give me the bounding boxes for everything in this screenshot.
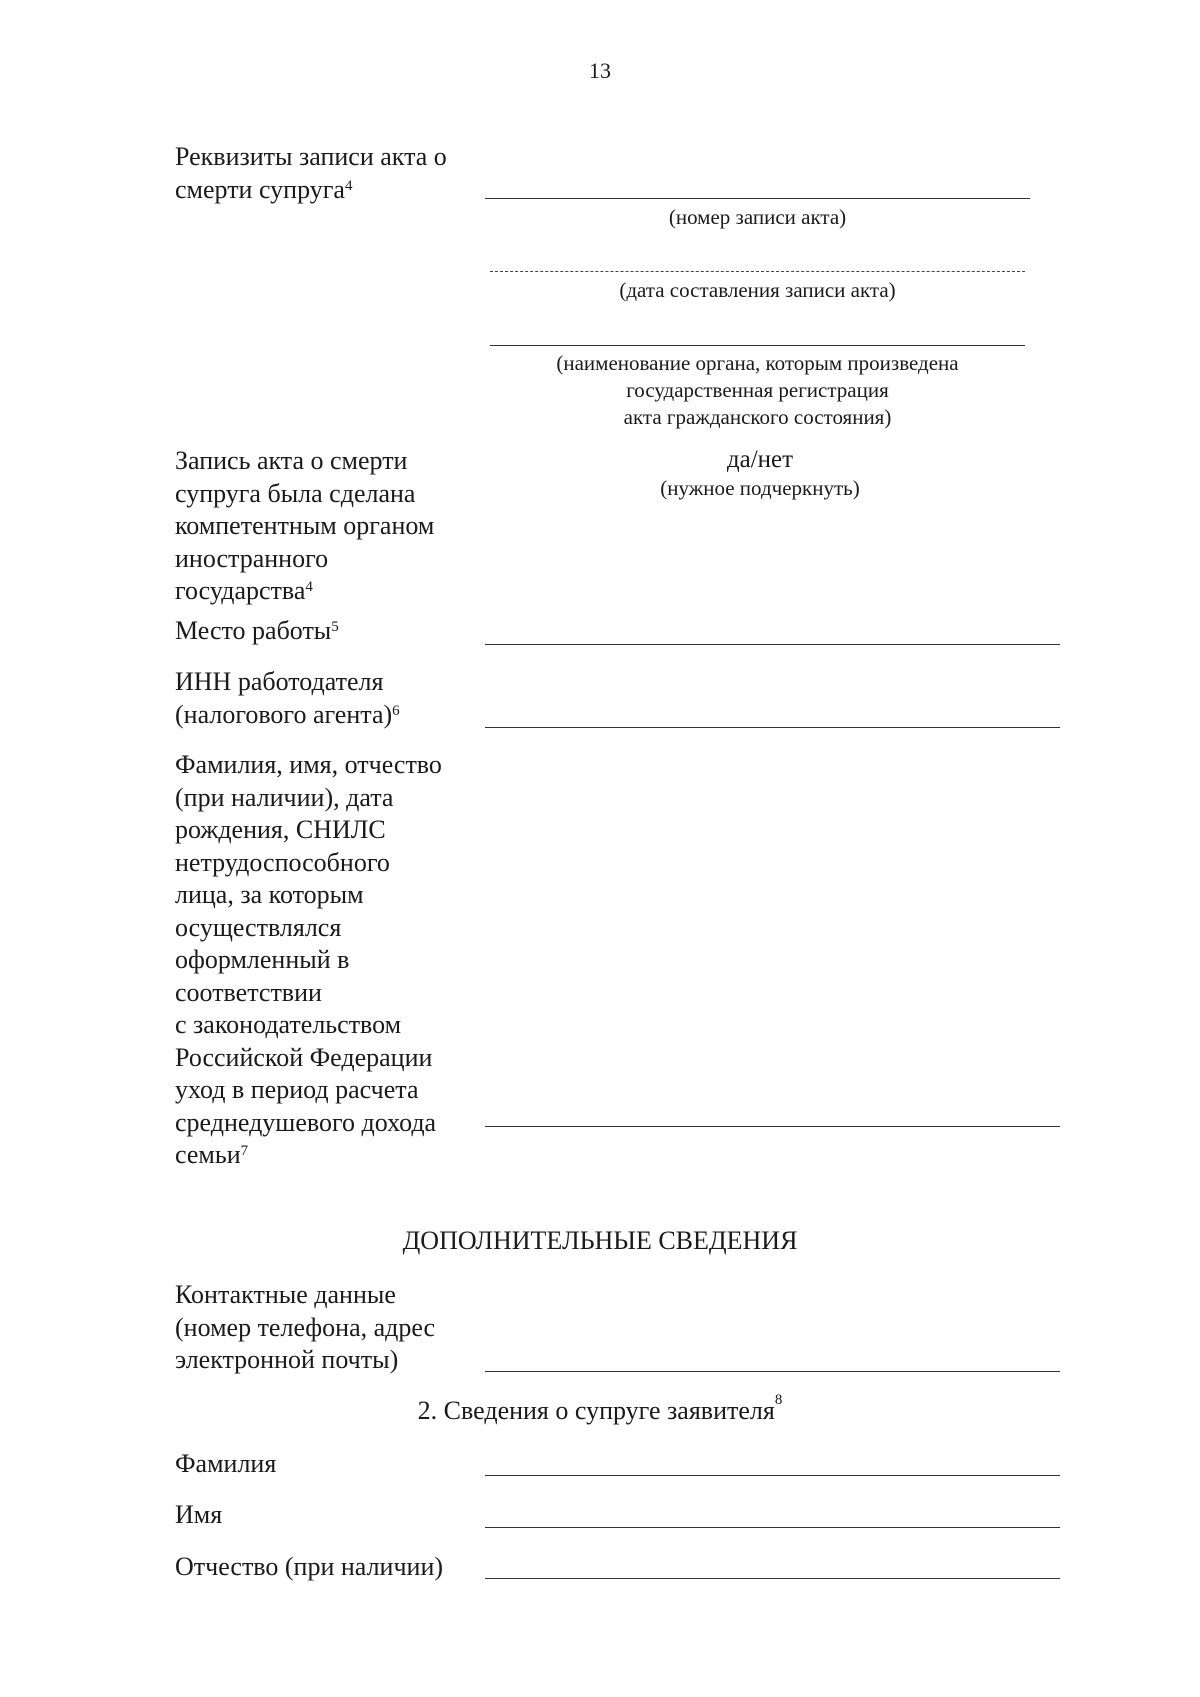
employer-inn-line-2-text: (налогового агента) bbox=[175, 699, 393, 729]
registration-authority-field[interactable] bbox=[490, 345, 1025, 346]
employer-inn-line-2 bbox=[175, 699, 400, 732]
caregiver-line-2: (при наличии), дата bbox=[175, 782, 394, 812]
surname-field[interactable] bbox=[485, 1475, 1060, 1476]
caregiver-line-1: Фамилия, имя, отчество bbox=[175, 750, 442, 779]
surname-label: Фамилия bbox=[175, 1449, 277, 1478]
authority-caption-line-1: (наименование органа, которым произведена bbox=[556, 351, 959, 375]
foreign-record-line-2: супруга была сделана bbox=[175, 478, 416, 508]
patronymic-field[interactable] bbox=[485, 1578, 1060, 1579]
page-number: 13 bbox=[589, 58, 611, 83]
workplace-label bbox=[175, 615, 339, 648]
caregiver-line-7: оформленный в bbox=[175, 945, 350, 974]
contacts-line-2: (номер телефона, адрес bbox=[175, 1312, 436, 1342]
contacts-label bbox=[175, 1279, 435, 1377]
foreign-record-line-5-text: государства bbox=[175, 576, 306, 605]
caregiver-line-13 bbox=[175, 1139, 442, 1172]
caregiver-line-8: соответствии bbox=[175, 977, 322, 1007]
caregiver-field[interactable] bbox=[485, 1126, 1060, 1127]
record-date-caption: (дата составления записи акта) bbox=[619, 278, 896, 302]
workplace-label-text: Место работы bbox=[175, 616, 332, 645]
caregiver-line-12: среднедушевого дохода bbox=[175, 1107, 437, 1137]
foreign-record-line-1: Запись акта о смерти bbox=[175, 446, 408, 475]
record-number-field[interactable] bbox=[485, 198, 1030, 199]
record-date-field[interactable] bbox=[490, 271, 1025, 272]
footnote-ref-7: 7 bbox=[240, 1143, 249, 1159]
contacts-line-1: Контактные данные bbox=[175, 1280, 396, 1309]
workplace-field[interactable] bbox=[485, 644, 1060, 645]
registration-authority-caption bbox=[490, 350, 1025, 431]
death-record-label-line-2 bbox=[175, 174, 447, 207]
employer-inn-label bbox=[175, 666, 400, 731]
caregiver-label bbox=[175, 749, 442, 1172]
caregiver-line-13-text: семьи bbox=[175, 1140, 241, 1169]
caregiver-line-11: уход в период расчета bbox=[175, 1075, 419, 1104]
underline-hint: (нужное подчеркнуть) bbox=[660, 476, 860, 500]
footnote-ref-8: 8 bbox=[774, 1392, 783, 1408]
caregiver-line-5: лица, за которым bbox=[175, 880, 364, 909]
caregiver-line-10: Российской Федерации bbox=[175, 1042, 433, 1072]
yes-no-option[interactable]: да/нет bbox=[726, 446, 794, 473]
caregiver-line-6: осуществлялся bbox=[175, 912, 342, 942]
employer-inn-line-1: ИНН работодателя bbox=[175, 667, 384, 696]
caregiver-line-3: рождения, СНИЛС bbox=[175, 815, 386, 844]
name-label: Имя bbox=[175, 1500, 223, 1529]
contacts-field[interactable] bbox=[485, 1371, 1060, 1372]
footnote-ref-4: 4 bbox=[344, 177, 353, 194]
foreign-record-line-3: компетентным органом bbox=[175, 511, 435, 540]
death-record-label-text: смерти супруга bbox=[175, 174, 345, 204]
footnote-ref-6: 6 bbox=[392, 702, 400, 719]
death-record-label bbox=[175, 141, 447, 206]
foreign-record-label bbox=[175, 445, 434, 608]
spouse-section-heading-text: 2. Сведения о супруге заявителя bbox=[417, 1396, 775, 1425]
caregiver-line-4: нетрудоспособного bbox=[175, 847, 390, 877]
name-field[interactable] bbox=[485, 1527, 1060, 1528]
record-number-caption: (номер записи акта) bbox=[668, 205, 847, 229]
footnote-ref-4: 4 bbox=[305, 579, 313, 595]
caregiver-line-9: с законодательством bbox=[175, 1010, 402, 1039]
authority-caption-line-3: акта гражданского состояния) bbox=[623, 405, 892, 429]
employer-inn-field[interactable] bbox=[485, 727, 1060, 728]
authority-caption-line-2: государственная регистрация bbox=[626, 378, 889, 402]
additional-info-heading: ДОПОЛНИТЕЛЬНЫЕ СВЕДЕНИЯ bbox=[402, 1226, 798, 1255]
contacts-line-3: электронной почты) bbox=[175, 1345, 399, 1374]
foreign-record-line-5 bbox=[175, 575, 434, 608]
patronymic-label: Отчество (при наличии) bbox=[175, 1552, 444, 1581]
foreign-record-line-4: иностранного bbox=[175, 543, 329, 573]
spouse-section-heading bbox=[0, 1392, 1200, 1426]
death-record-label-line-1: Реквизиты записи акта о bbox=[175, 142, 447, 171]
footnote-ref-5: 5 bbox=[331, 619, 339, 635]
